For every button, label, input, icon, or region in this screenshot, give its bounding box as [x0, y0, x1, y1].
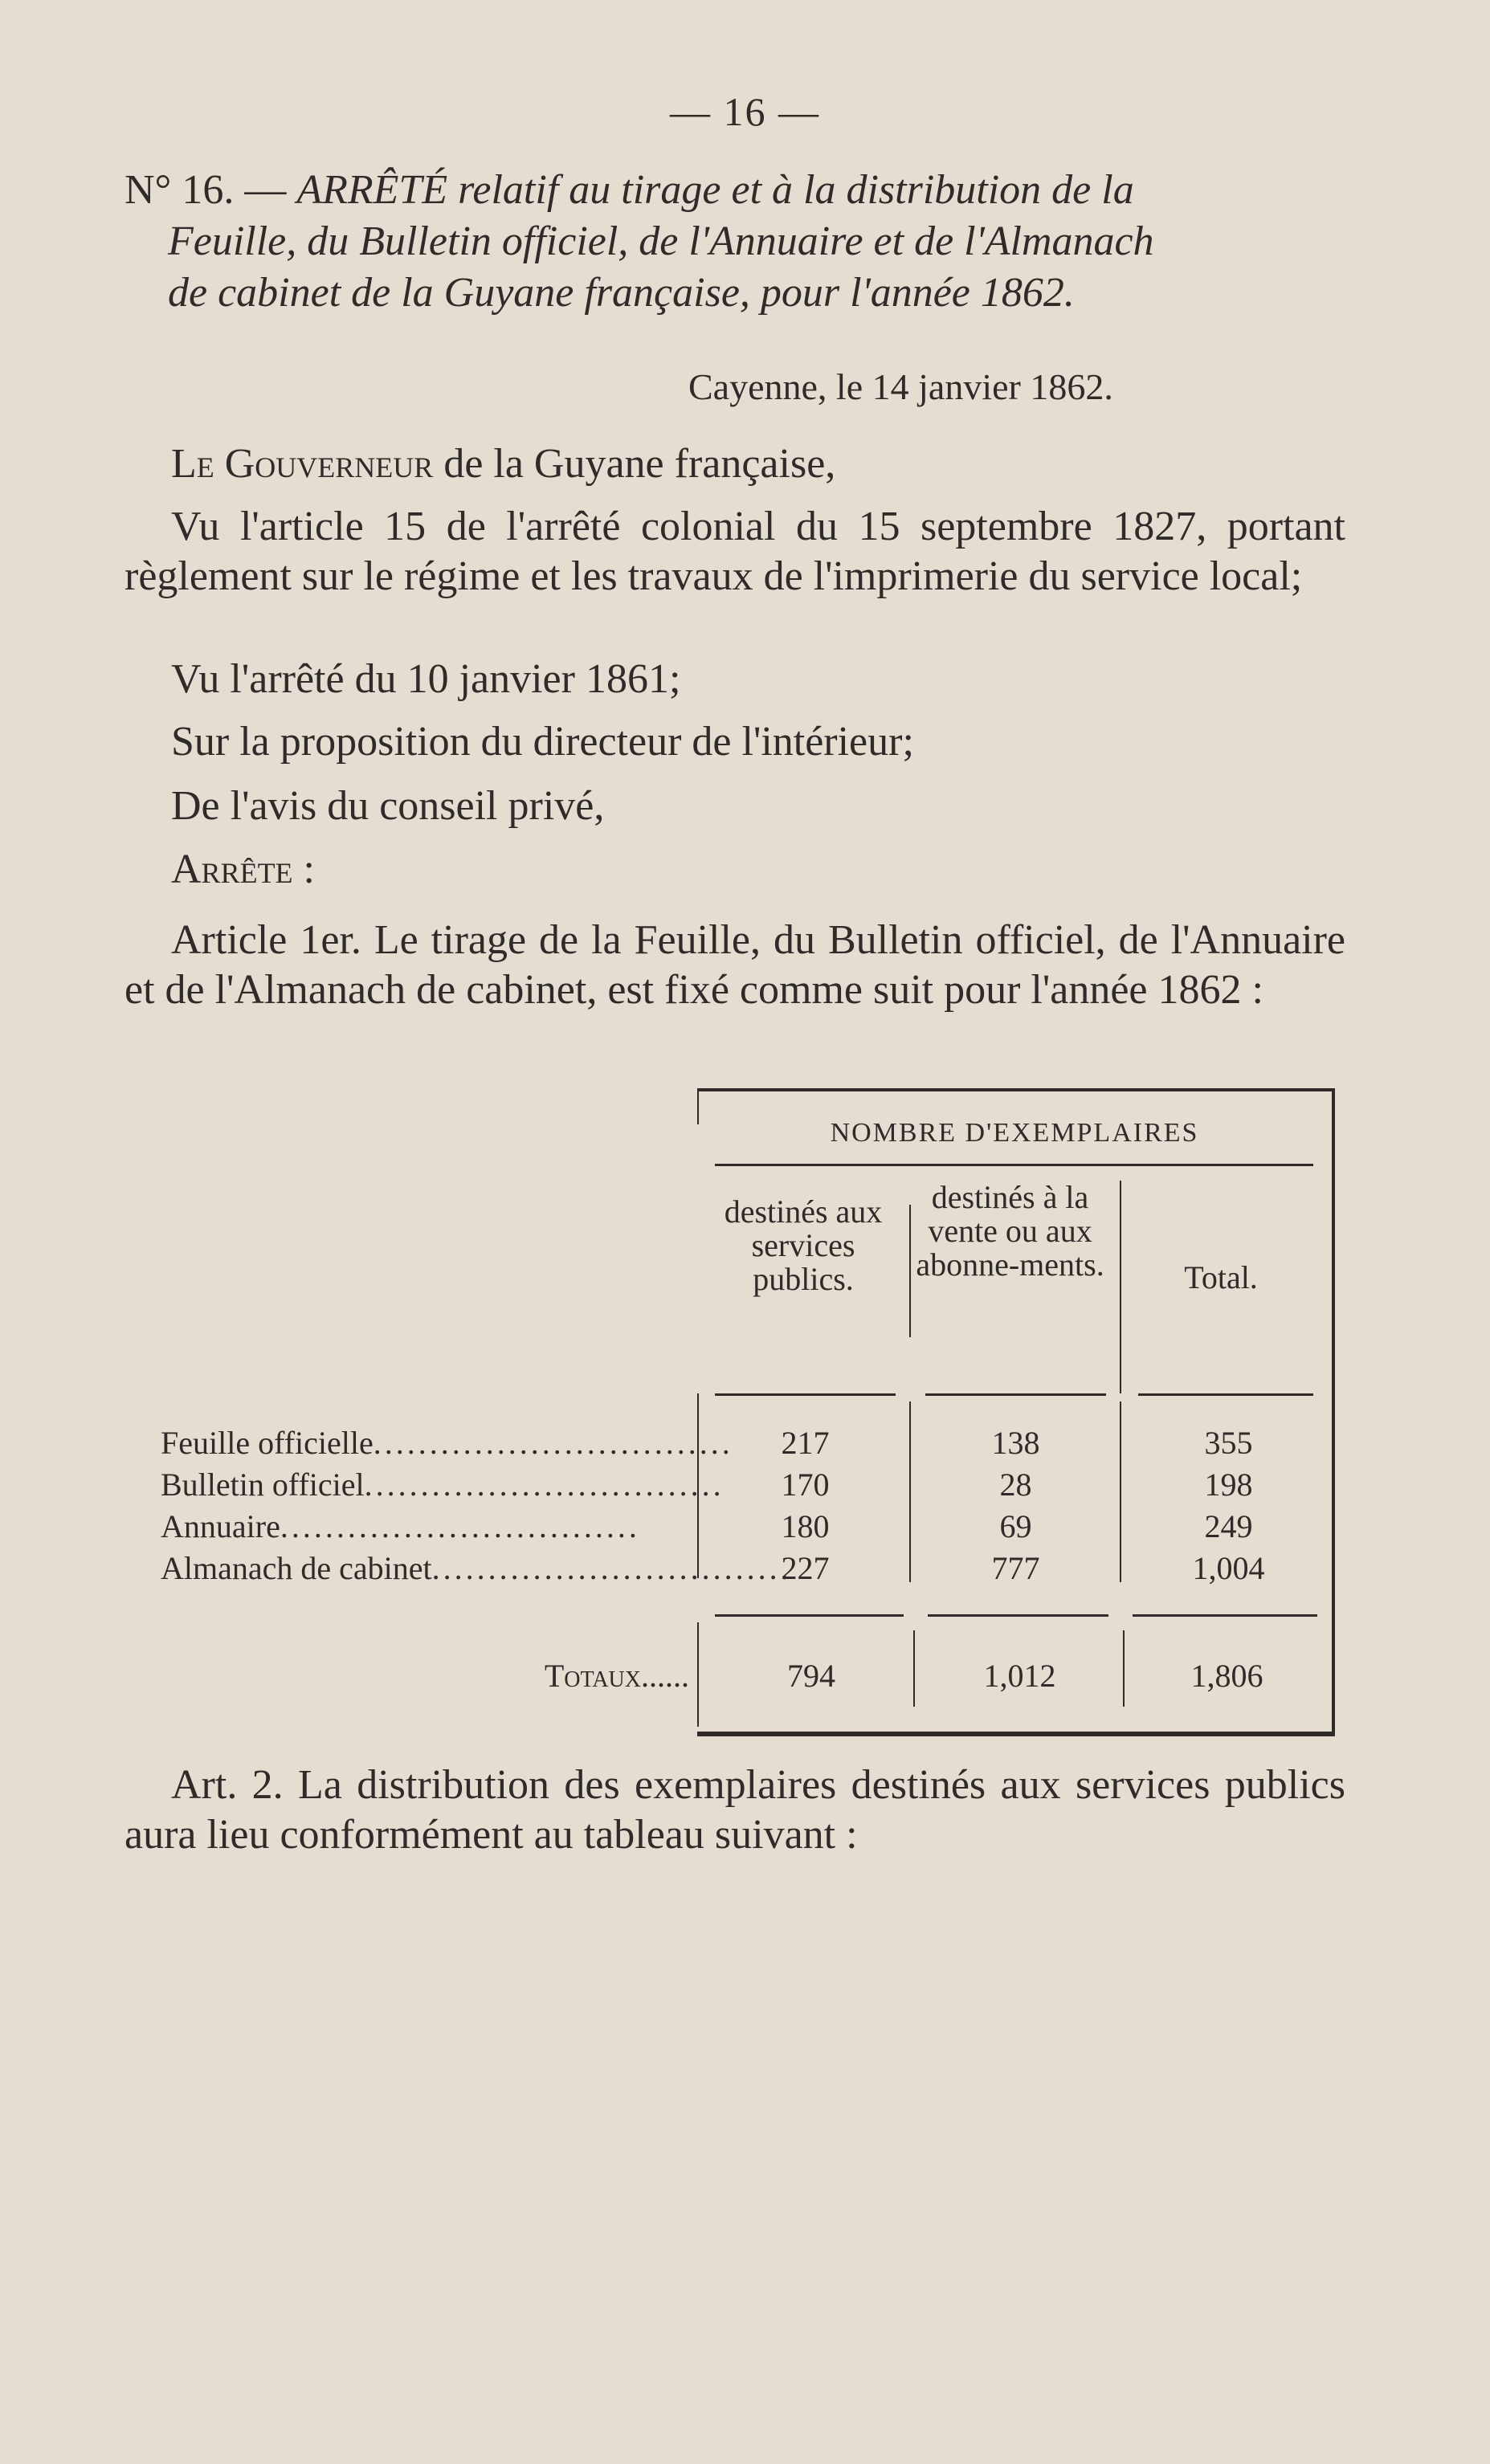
article-1-paragraph: [125, 916, 1345, 1015]
avis-paragraph: [125, 781, 1345, 831]
vu-article-paragraph: [125, 502, 1345, 602]
totals-divider-2: [1123, 1630, 1125, 1707]
arrete-number: N° 16. —: [125, 167, 297, 213]
governor-rest: de la Guyane française,: [433, 441, 836, 487]
header-divider-1: [909, 1205, 911, 1337]
proposition-paragraph: [125, 717, 1345, 767]
table-cell-total: 249: [1204, 1508, 1253, 1544]
table-cell-vente: 28: [999, 1467, 1032, 1503]
table-cell-services: 170: [781, 1467, 830, 1503]
table-cell-services: 227: [781, 1550, 830, 1586]
column-header-services: destinés aux services publics.: [724, 1193, 883, 1297]
totals-rule-3: [1133, 1614, 1317, 1617]
totals-cell-services: 794: [787, 1658, 835, 1694]
totals-cell-total: 1,806: [1190, 1658, 1263, 1694]
table-row-label: Annuaire................................: [161, 1508, 640, 1544]
column-header-total: Total.: [1184, 1259, 1258, 1295]
table-row-label: Bulletin officiel................................: [161, 1467, 725, 1503]
table-frame-left-bottom: [697, 1622, 699, 1727]
table-cell-total: 355: [1204, 1425, 1253, 1461]
vu-arrete-text: Vu l'arrêté du 10 janvier 1861;: [171, 656, 681, 702]
proposition-text: Sur la proposition du directeur de l'intérieur;: [171, 719, 914, 765]
header-divider-2: [1120, 1181, 1121, 1393]
arrete-title-line2: Feuille, du Bulletin officiel, de l'Annuaire et de l'Almanach: [168, 218, 1154, 264]
table-header-rule: [715, 1164, 1313, 1166]
table-cell-services: 217: [781, 1425, 830, 1461]
page-number: — 16 —: [670, 89, 820, 134]
table-cell-total: 198: [1204, 1467, 1253, 1503]
table-cell-vente: 138: [991, 1425, 1040, 1461]
arrete-title-line3: de cabinet de la Guyane française, pour l'année 1862.: [168, 270, 1075, 316]
article-2-text: Art. 2. La distribution des exemplaires destinés aux services publics aura lieu conformément au tableau suivant :: [125, 1762, 1345, 1858]
totals-cell-vente: 1,012: [983, 1658, 1056, 1694]
arrete-title: [125, 165, 1353, 319]
avis-text: De l'avis du conseil privé,: [171, 783, 605, 829]
row-label-text: Annuaire: [161, 1508, 280, 1544]
body-divider-2: [1120, 1401, 1121, 1582]
vu-arrete-paragraph: [125, 655, 1345, 704]
table-cell-services: 180: [781, 1508, 830, 1544]
table-header-title: NOMBRE D'EXEMPLAIRES: [830, 1118, 1199, 1148]
arrete-heading-text: Arrête :: [171, 846, 315, 892]
header-bottom-rule-2: [925, 1393, 1106, 1396]
column-header-vente: destinés à la vente ou aux abonne-ments.: [916, 1179, 1104, 1283]
arrete-heading: [125, 845, 1345, 895]
governor-line: [125, 439, 1345, 489]
body-divider-1: [909, 1401, 911, 1582]
totals-rule-1: [715, 1614, 904, 1617]
governor-title: Le Gouverneur: [171, 441, 434, 487]
totals-label-text: Totaux: [544, 1658, 641, 1694]
totals-divider-1: [913, 1630, 915, 1707]
header-bottom-rule-3: [1138, 1393, 1313, 1396]
header-bottom-rule-1: [715, 1393, 896, 1396]
vu-article-text: Vu l'article 15 de l'arrêté colonial du 15 septembre 1827, portant règlement sur le régime et les travaux de l'imprimerie du service local;: [125, 504, 1345, 599]
row-label-text: Feuille officielle: [161, 1425, 374, 1461]
table-row-label: Feuille officielle................................: [161, 1425, 733, 1461]
totals-rule-2: [928, 1614, 1108, 1617]
table-cell-total: 1,004: [1192, 1550, 1265, 1586]
table-row-label: Almanach de cabinet................................: [161, 1550, 792, 1586]
table-cell-vente: 69: [999, 1508, 1032, 1544]
place-date: Cayenne, le 14 janvier 1862.: [688, 366, 1113, 407]
article-2-paragraph: [125, 1760, 1345, 1860]
table-cell-vente: 777: [991, 1550, 1040, 1586]
totals-row-label: Totaux......: [544, 1658, 689, 1694]
row-label-text: Almanach de cabinet: [161, 1550, 432, 1586]
row-label-text: Bulletin officiel: [161, 1467, 365, 1503]
arrete-title-line1: ARRÊTÉ relatif au tirage et à la distribution de la: [296, 167, 1134, 213]
article-1-text: Article 1er. Le tirage de la Feuille, du Bulletin officiel, de l'Annuaire et de l'Almanach de cabinet, est fixé comme suit pour l'année 1862 :: [125, 917, 1345, 1013]
